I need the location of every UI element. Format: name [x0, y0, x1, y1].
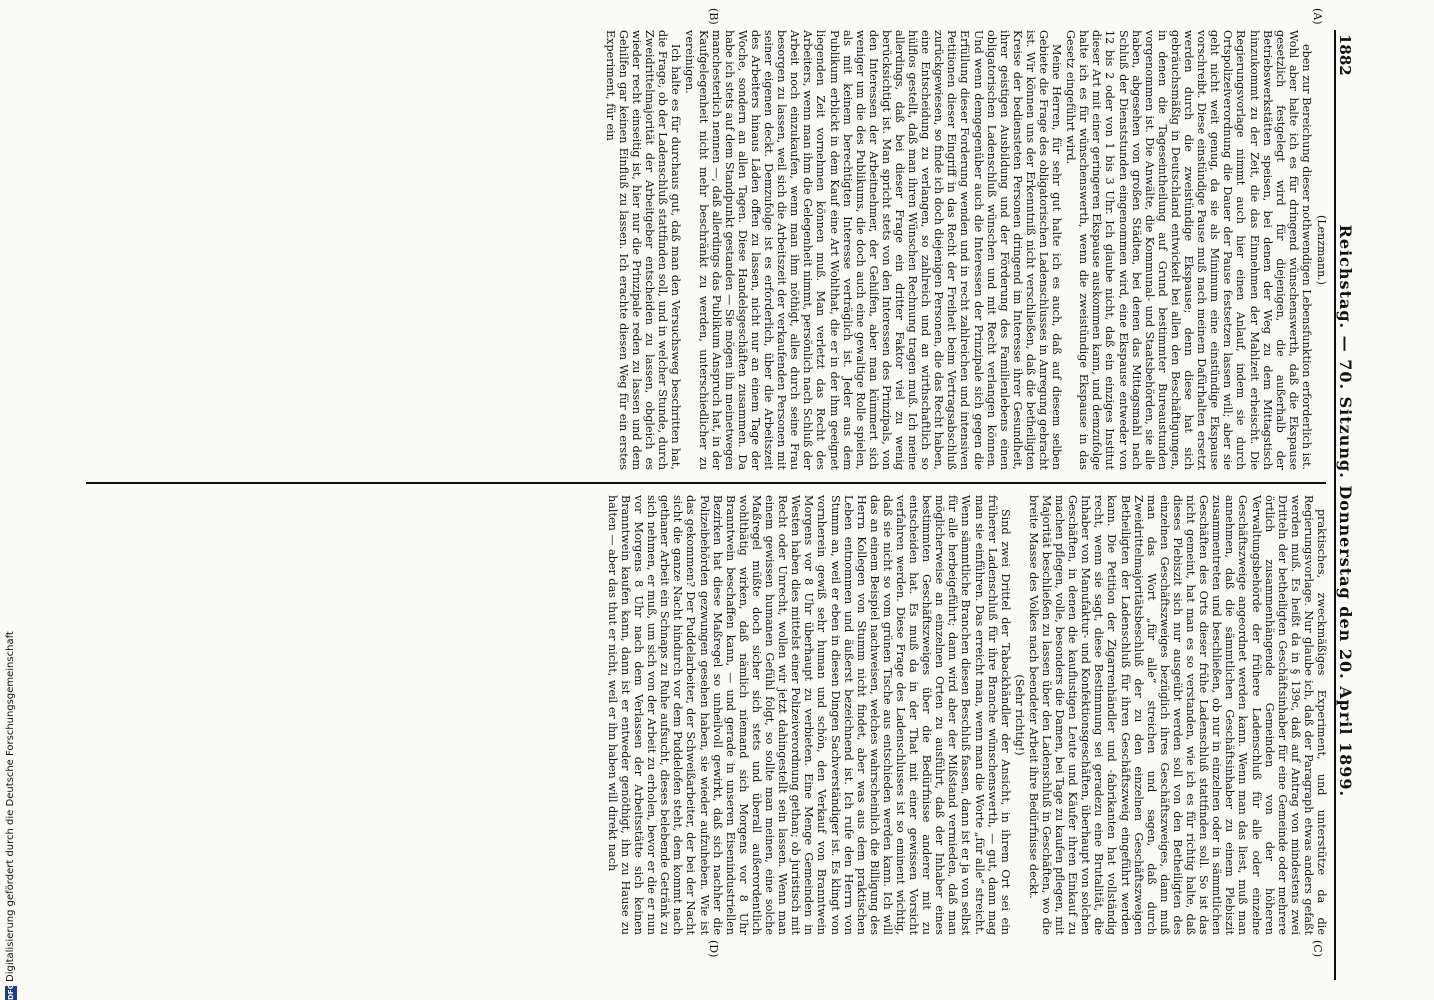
page-number: 1882	[1336, 34, 1354, 76]
margin-letter-a: (A)	[1311, 8, 1324, 25]
margin-letter-b: (B)	[707, 8, 720, 25]
left-column	[68, 30, 1328, 470]
margin-letter-c: (C)	[1311, 940, 1324, 957]
paragraph: Sind zwei Drittel der Tabackhändler der Ansicht, in ihrem Ort sei ein früherer Ladenschluß für ihre Branche wünschenswerth, — gut, dann mag man sie einführen. Das erreicht man, wenn man die Worte „für alle“ streicht. Wenn sämmtliche Branchen diesen Beschluß fassen, dann ist er ja von selbst für alle herbeigeführt; dann wird aber der Mißstand vermieden, daß man möglicherweise an einzelnen Orten zu ausführt, daß der Inhaber eines bestimmten Geschäftszweiges über die Bedürfnisse anderer mit zu entscheiden hat. Es muß da in der That mit einer gewissen Vorsicht verfahren werden. Diese Frage des Ladenschlusses ist so eminent wichtig, daß sie nicht so vom grünen Tische aus entschieden werden kann. Ich will das an einem Beispiel nachweisen, welches wahrscheinlich die Billigung des Herrn Kollegen von Stumm nicht findet, aber was aus dem praktischen Leben entnommen und äußerst bezeichnend ist. Ich rufe den Herrn von Stumm an, weil er eben in diesen Dingen Sachverständiger ist. Es klingt von vornherein gewiß sehr human und schön, den Verkauf von Branntwein Morgens vor 8 Uhr überhaupt zu verbieten. Eine Menge Gemeinden in Westen haben dies mittelst einer Polizeiverordnung gethan; ob juristisch mit Recht oder Unrecht, wollen wir jetzt dahingestellt sein lassen. Wenn man einem gewissen humanen Gefühl folgt, so sollte man meinen, eine solche Maßregel müßte doch sicher sich stets und überall außerordentlich wohlthätig wirken, daß nämlich niemand sich Morgens vor 8 Uhr Branntwein beschaffen kann, — und gerade in unseren Eisenindustriellen Bezirken hat diese Maßregel so unheilvoll gewirkt, daß sich nachher die Polizeibehörden gezwungen gesehen haben, sie wieder aufzuheben. Wie ist das gekommen? Der Puddelarbeiter, der Schweißarbeiter, der bei der Nacht sicht die ganze Nacht hindurch vor dem Puddelofen steht, dem kommt nach gethaner Arbeit ein Schnaps zu Ruhe aufsucht, dieses belebende Getränk zu sich nehmen, er muß, um sich von der Arbeit zu erholen, bevor er die er nun vor Morgens 8 Uhr nach dem Verlassen der Arbeitsstätte sich keinen Branntwein kaufen kann, dann ist er entweder genöthigt, ihn zu Hause zu halten — aber das thut er nicht, weil er ihn haben will direkt nach	[605, 495, 1012, 935]
dfg-logo: DFG	[7, 983, 15, 1000]
right-column	[68, 495, 1328, 935]
speaker-name: (Lenzmann.)	[1315, 215, 1328, 285]
margin-letter-d: (D)	[707, 940, 720, 958]
page-header	[1334, 30, 1360, 980]
footer-text: Digitalisierung gefördert durch die Deutsche Forschungsgemeinschaft	[5, 631, 16, 982]
digitization-footer	[2, 0, 20, 1000]
page-title: Reichstag. — 70. Sitzung. Donnerstag den 20. April 1899.	[1336, 224, 1355, 798]
interjection: (Sehr richtig!)	[1012, 674, 1026, 756]
column-divider	[86, 482, 1326, 484]
paragraph: Ich halte es für durchaus gut, daß man den Versuchsweg beschritten hat, die Frage, ob der Ladenschluß stattfinden soll, und in welcher Stunde, durch Zweidrittelmajorität der Arbeitgeber entscheiden zu lassen, obgleich es wieder recht einseitig ist, hier nur die Prinzipale reden zu lassen und dem Gehilfen gar keinen Einfluß zu lassen. Ich erachte diesen Weg für ein erstes Experiment, für ein	[603, 30, 683, 470]
paragraph: praktisches, zweckmäßiges Experiment, und unterstütze da die Regierungsvorlage. Nur glaube ich, daß der Paragraph etwas anders gefaßt werden muß. Es heißt da in § 139c, daß auf Antrag von mindestens zwei Dritteln der betheiligten Geschäftsinhaber für eine Gemeinde oder mehrere örtlich zusammenhängende Gemeinden von der höheren Verwaltungsbehörde der frühere Ladenschluß für alle oder einzelne Geschäftszweige angeordnet werden kann. Wenn man das liest, muß man annehmen, daß die sämmtlichen Geschäftsinhaber zu einem Plebiszit zusammentreten und beschließen, ob nur in einzelnen oder in sämmtlichen Geschäften des Orts dieser frühe Ladenschluß stattfinden soll. So ist das nicht gemeint, hat man es so verstanden, wie ich es für richtig halte, daß dieses Plebiszit sich nur ausgeübt werden soll von den Betheiligten des einzelnen Geschäftszweiges bezüglich ihres Geschäftszweiges, dann muß man das Wort „für alle“ streichen und sagen, daß durch Zweidrittelmajoritätsbeschluß der zu den einzelnen Geschäftszweigen Betheiligten der Ladenschluß für ihren Geschäftszweig eingeführt werden kann. Die Petition der Zigarrenhändler und -fabrikanten hat vollständig recht, wenn sie sagt, diese Bestimmung sei geradezu eine Brutalität, die Inhaber von Manufaktur- und Konfektionsgeschäften, überhaupt von solchen Geschäften, in denen die kauflustigen Leute und Käufer ihren Einkauf zu machen pflegen, volle, besonders die Damen, bei Tage zu kaufen pflegen, mit Majorität beschließen zu lassen über den Ladenschluß in Geschäften, wo die breite Masse des Volkes nach beendeter Arbeit ihre Bedürfnisse deckt.	[1026, 495, 1328, 935]
paragraph: Meine Herren, für sehr gut halte ich es auch, daß auf diesem selben Gebiete die Frage des obligatorischen Ladenschlusses in Anregung gebracht ist. Wir können uns der Erkenntniß nicht verschließen, daß die betheiligten Kreise der bediensteten Personen dringend im Interesse ihrer Gesundheit, ihrer geistigen Ausbildung und der Förderung des Familienlebens einen obligatorischen Ladenschluß wünschen und mit Recht verlangen können. Und wenn demgegenüber auch die Interessen der Prinzipale sich gegen die Erfüllung dieser Forderung wenden und in recht zahlreichen und intensiven Petitionen dieser Eingriff in das Recht der Freiheit beim Vertragsabschluß zurückgewiesen, so finde ich doch diejenigen Personen, die das Recht haben, eine Entscheidung zu verlangen, so zahlreich und an wirthschaftlich so hülflos gestellt, daß man ihren Wünschen Rechnung tragen muß. Ich meine allerdings, daß bei dieser Frage ein dritter Faktor viel zu wenig berücksichtigt ist. Man spricht stets von den Interessen des Prinzipals, von den Interessen der Arbeitnehmer, der Gehilfen, aber man kümmert sich weniger um die des Publikums, die doch auch eine gewaltige Rolle spielen, als mit keinem berechtigten Interesse verträglich ist. Jeder aus dem Publikum erblickt in dem Kauf eine Art Wohlthat, die er in der ihm geeignet liegenden Zeit vornehmen können muß. Man verletzt das Recht des Arbeiters, wenn man ihm die Gelegenheit nimmt, persönlich nach Schluß der Arbeit noch einzukaufen, wenn man ihm nöthigt, alles durch seine Frau besorgen zu lassen, weil sich die Arbeitszeit der verkaufenden Personen mit seiner eigenen deckt. Demzufolge ist es erforderlich, über die Arbeitszeit des Arbeiters hinaus Läden offen zu lassen, nicht nur an einem Tage der Woche, sondern an allen Tagen. Diese Handelsgeschäften zusammen. Da habe ich stets auf dem Standpunkt gestanden — Sie mögen ihn meinetwegen manchesterlich nennen —, daß allerdings das Publikum Anspruch hat, in der Kaufgelegenheit nicht mehr beschränkt zu werden, unterschiedlicher zu vereinigen.	[683, 30, 1064, 470]
rotated-content	[40, 8, 1360, 980]
paragraph: eben zur Bereichung dieser nothwendigen Lebensfunktion erforderlich ist. Wohl aber halte ich es für dringend wünschenswerth, daß die Ekspause gesetzlich festgelegt wird für diejenigen, die außerhalb der Betriebswerkstätten speisen, bei denen der Weg zu dem Mittagstisch hinzukommt zu der Zeit, die das Einnehmen der Mahlzeit erheischt. Die Regierungsvorlage nimmt auch hier einen Anlauf, indem sie durch Ortspolizeiverordnung die Dauer der Pause festsetzen lassen will; aber sie geht nicht weit genug, da sie als Minimum eine einstündige Ekspause vorschreibt. Diese einstündige Pause muß nach meinem Dafürhalten ersetzt werden durch die zweistündige Ekspause; denn diese hat sich gebräuchsmäßig in Deutschland entwickelt bei allen den Beschäftigungen, in denen die Tageseintheilung auf Grund bestimmter Bureaustunden vorgenommen ist. Die Anwälte, die Kommunal- und Staatsbehörden, sie alle haben, abgesehen von großen Städten, bei denen das Mittagsmahl nach Schluß der Dienststunden eingenommen wird, eine Ekspause entweder von 12 bis 2 oder von 1 bis 3 Uhr. Ich glaube nicht, daß ein einziges Institut dieser Art mit einer geringeren Ekspause auskommen kann, und demzufolge halte ich es für wünschenswerth, wenn die zweistündige Ekspause in das Gesetz eingeführt wird.	[1064, 30, 1313, 470]
